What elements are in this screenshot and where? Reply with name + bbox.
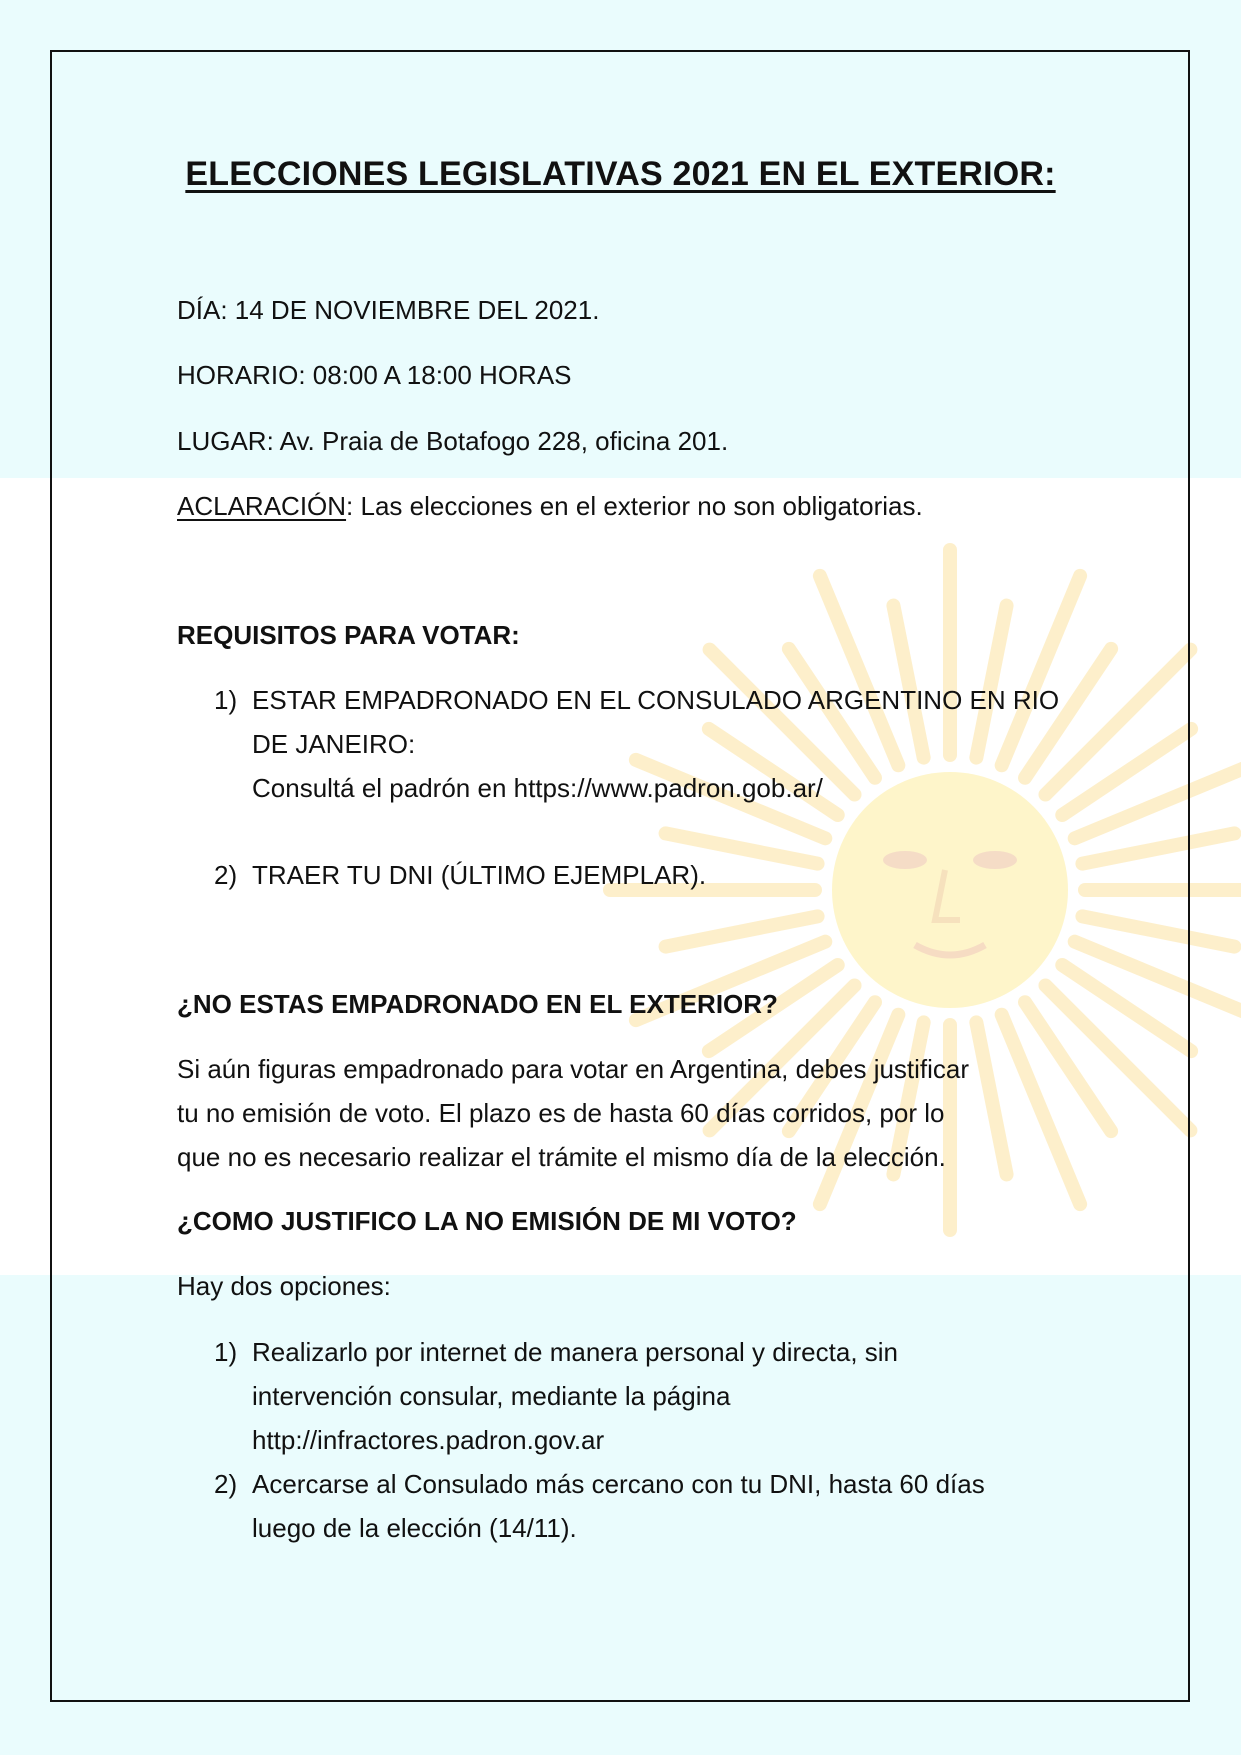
- page-title: ELECCIONES LEGISLATIVAS 2021 EN EL EXTERIOR:: [185, 155, 1056, 193]
- no-empadronado-heading: ¿NO ESTAS EMPADRONADO EN EL EXTERIOR?: [177, 989, 778, 1019]
- info-dia: DÍA: 14 DE NOVIEMBRE DEL 2021.: [177, 295, 600, 325]
- opcion-number: 2): [214, 1469, 238, 1499]
- no-empadronado-line: Si aún figuras empadronado para votar en Argentina, debes justificar: [177, 1054, 970, 1084]
- info-horario: HORARIO: 08:00 A 18:00 HORAS: [177, 360, 572, 390]
- aclaracion-label: ACLARACIÓN: [177, 491, 347, 521]
- requisito-line: TRAER TU DNI (ÚLTIMO EJEMPLAR).: [252, 860, 707, 890]
- aclaracion-text: : Las elecciones en el exterior no son obligatorias.: [346, 491, 923, 521]
- justificar-heading: ¿COMO JUSTIFICO LA NO EMISIÓN DE MI VOTO?: [177, 1206, 797, 1236]
- justificar-intro: Hay dos opciones:: [177, 1271, 391, 1301]
- opcion-line: intervención consular, mediante la página: [252, 1381, 731, 1411]
- requisito-line: ESTAR EMPADRONADO EN EL CONSULADO ARGENTINO EN RIO: [252, 685, 1060, 715]
- padron-link-line[interactable]: Consultá el padrón en https://www.padron.gob.ar/: [252, 773, 823, 803]
- opcion-line: Acercarse al Consulado más cercano con tu DNI, hasta 60 días: [252, 1469, 985, 1499]
- opcion-number: 1): [214, 1337, 238, 1367]
- info-lugar: LUGAR: Av. Praia de Botafogo 228, oficina 201.: [177, 426, 729, 456]
- requisito-number: 1): [214, 685, 238, 715]
- requisito-number: 2): [214, 860, 238, 890]
- opcion-line: Realizarlo por internet de manera personal y directa, sin: [252, 1337, 899, 1367]
- no-empadronado-line: que no es necesario realizar el trámite el mismo día de la elección.: [177, 1142, 946, 1172]
- no-empadronado-line: tu no emisión de voto. El plazo es de hasta 60 días corridos, por lo: [177, 1098, 945, 1128]
- requisitos-heading: REQUISITOS PARA VOTAR:: [177, 620, 520, 650]
- requisito-line: DE JANEIRO:: [252, 729, 416, 759]
- opcion-line: luego de la elección (14/11).: [252, 1513, 577, 1543]
- infractores-link[interactable]: http://infractores.padron.gov.ar: [252, 1425, 605, 1455]
- info-aclaracion: [177, 484, 923, 528]
